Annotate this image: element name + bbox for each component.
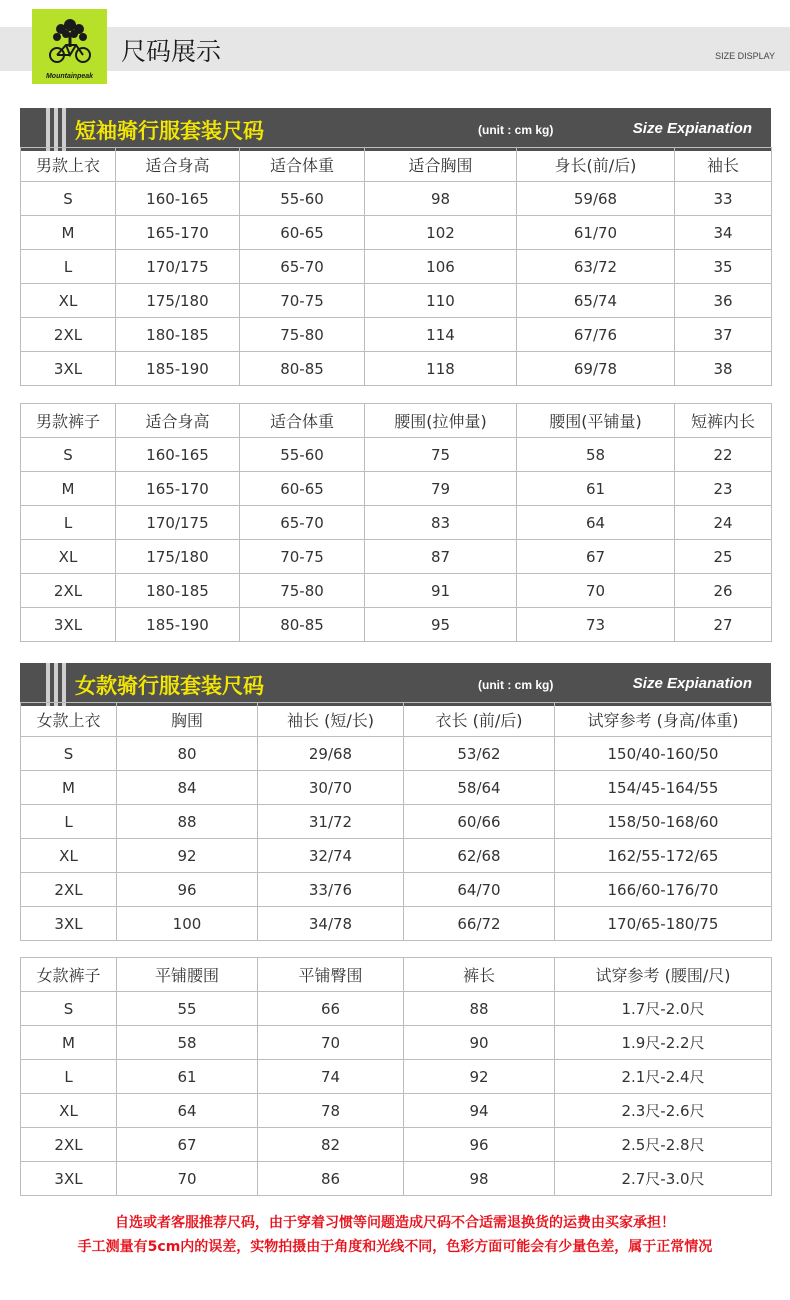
decor-bar bbox=[54, 108, 58, 151]
table-cell: 25 bbox=[675, 540, 772, 574]
table-row bbox=[21, 1162, 772, 1196]
table-cell: 96 bbox=[117, 873, 258, 907]
header-cell: 适合体重 bbox=[240, 404, 365, 438]
table-cell: 185-190 bbox=[116, 352, 240, 386]
table-cell: 67 bbox=[117, 1128, 258, 1162]
women-shorts-table bbox=[20, 957, 772, 1196]
section-header-men bbox=[20, 108, 771, 151]
table-cell: 170/175 bbox=[116, 250, 240, 284]
table-cell: 160-165 bbox=[116, 438, 240, 472]
table-cell: 67/76 bbox=[517, 318, 675, 352]
men-shorts-table bbox=[20, 403, 772, 642]
footer-note: 手工测量有5cm内的误差，实物拍摄由于角度和光线不同，色彩方面可能会有少量色差，属于正常情况 bbox=[77, 1239, 713, 1255]
size-cell: S bbox=[21, 438, 116, 472]
table-cell: 70 bbox=[258, 1026, 404, 1060]
size-cell: 3XL bbox=[21, 907, 117, 941]
table-row bbox=[21, 182, 772, 216]
header-cell: 适合胸围 bbox=[365, 148, 517, 182]
table-row bbox=[21, 608, 772, 642]
table-cell: 102 bbox=[365, 216, 517, 250]
size-cell: S bbox=[21, 992, 117, 1026]
table-cell: 61 bbox=[117, 1060, 258, 1094]
table-cell: 1.9尺-2.2尺 bbox=[555, 1026, 772, 1060]
size-cell: XL bbox=[21, 839, 117, 873]
table-cell: 38 bbox=[675, 352, 772, 386]
table-cell: 61/70 bbox=[517, 216, 675, 250]
table-cell: 92 bbox=[404, 1060, 555, 1094]
section-unit: (unit : cm kg) bbox=[478, 123, 554, 137]
table-cell: 92 bbox=[117, 839, 258, 873]
section-header-women bbox=[20, 663, 771, 706]
table-cell: 80-85 bbox=[240, 352, 365, 386]
table-row bbox=[21, 1128, 772, 1162]
header-cell: 适合体重 bbox=[240, 148, 365, 182]
table-cell: 90 bbox=[404, 1026, 555, 1060]
size-cell: 2XL bbox=[21, 318, 116, 352]
table-row bbox=[21, 472, 772, 506]
table-cell: 106 bbox=[365, 250, 517, 284]
table-cell: 61 bbox=[517, 472, 675, 506]
section-title: 女款骑行服套装尺码 bbox=[75, 674, 264, 698]
table-header-row bbox=[21, 703, 772, 737]
men-top-table bbox=[20, 147, 772, 386]
table-cell: 100 bbox=[117, 907, 258, 941]
table-cell: 64 bbox=[517, 506, 675, 540]
size-cell: L bbox=[21, 1060, 117, 1094]
table-cell: 32/74 bbox=[258, 839, 404, 873]
table-cell: 165-170 bbox=[116, 472, 240, 506]
table-cell: 55-60 bbox=[240, 438, 365, 472]
table-cell: 185-190 bbox=[116, 608, 240, 642]
header-cell: 试穿参考 (腰围/尺) bbox=[555, 958, 772, 992]
table-cell: 79 bbox=[365, 472, 517, 506]
size-cell: XL bbox=[21, 540, 116, 574]
table-row bbox=[21, 352, 772, 386]
table-cell: 33 bbox=[675, 182, 772, 216]
table-cell: 34/78 bbox=[258, 907, 404, 941]
table-row bbox=[21, 1060, 772, 1094]
table-cell: 60/66 bbox=[404, 805, 555, 839]
table-cell: 162/55-172/65 bbox=[555, 839, 772, 873]
header-cell: 腰围(拉伸量) bbox=[365, 404, 517, 438]
table-row bbox=[21, 873, 772, 907]
page-subtitle: SIZE DISPLAY bbox=[715, 51, 775, 61]
table-cell: 2.3尺-2.6尺 bbox=[555, 1094, 772, 1128]
table-cell: 96 bbox=[404, 1128, 555, 1162]
decor-bar bbox=[54, 663, 58, 706]
table-cell: 35 bbox=[675, 250, 772, 284]
size-cell: XL bbox=[21, 284, 116, 318]
header-cell: 腰围(平铺量) bbox=[517, 404, 675, 438]
header-cell: 衣长 (前/后) bbox=[404, 703, 555, 737]
size-cell: M bbox=[21, 771, 117, 805]
table-cell: 83 bbox=[365, 506, 517, 540]
table-cell: 88 bbox=[404, 992, 555, 1026]
size-cell: M bbox=[21, 216, 116, 250]
table-cell: 66/72 bbox=[404, 907, 555, 941]
header-band bbox=[0, 27, 790, 71]
table-cell: 165-170 bbox=[116, 216, 240, 250]
table-cell: 58 bbox=[117, 1026, 258, 1060]
size-cell: 3XL bbox=[21, 352, 116, 386]
table-cell: 60-65 bbox=[240, 472, 365, 506]
section-explanation: Size Expianation bbox=[632, 675, 752, 692]
table-cell: 60-65 bbox=[240, 216, 365, 250]
table-cell: 175/180 bbox=[116, 540, 240, 574]
table-row bbox=[21, 907, 772, 941]
size-cell: 3XL bbox=[21, 608, 116, 642]
table-cell: 98 bbox=[365, 182, 517, 216]
brand-logo bbox=[32, 9, 107, 84]
table-cell: 31/72 bbox=[258, 805, 404, 839]
table-cell: 53/62 bbox=[404, 737, 555, 771]
table-cell: 65-70 bbox=[240, 506, 365, 540]
header-cell: 适合身高 bbox=[116, 404, 240, 438]
table-cell: 86 bbox=[258, 1162, 404, 1196]
table-row bbox=[21, 771, 772, 805]
size-cell: 2XL bbox=[21, 873, 117, 907]
header-cell: 适合身高 bbox=[116, 148, 240, 182]
header-cell: 平铺臀围 bbox=[258, 958, 404, 992]
table-cell: 64 bbox=[117, 1094, 258, 1128]
table-cell: 2.7尺-3.0尺 bbox=[555, 1162, 772, 1196]
size-cell: L bbox=[21, 805, 117, 839]
table-cell: 75-80 bbox=[240, 318, 365, 352]
table-cell: 23 bbox=[675, 472, 772, 506]
table-cell: 180-185 bbox=[116, 318, 240, 352]
section-title: 短袖骑行服套装尺码 bbox=[75, 119, 264, 143]
table-cell: 82 bbox=[258, 1128, 404, 1162]
table-cell: 58 bbox=[517, 438, 675, 472]
table-cell: 154/45-164/55 bbox=[555, 771, 772, 805]
table-cell: 94 bbox=[404, 1094, 555, 1128]
table-cell: 87 bbox=[365, 540, 517, 574]
table-cell: 70-75 bbox=[240, 540, 365, 574]
table-cell: 55-60 bbox=[240, 182, 365, 216]
table-cell: 78 bbox=[258, 1094, 404, 1128]
table-cell: 118 bbox=[365, 352, 517, 386]
table-header-row bbox=[21, 404, 772, 438]
size-cell: 3XL bbox=[21, 1162, 117, 1196]
tree-bicycle-logo-icon bbox=[46, 15, 94, 67]
table-cell: 63/72 bbox=[517, 250, 675, 284]
table-cell: 160-165 bbox=[116, 182, 240, 216]
header-cell: 试穿参考 (身高/体重) bbox=[555, 703, 772, 737]
table-cell: 65/74 bbox=[517, 284, 675, 318]
header-cell: 平铺腰围 bbox=[117, 958, 258, 992]
table-cell: 24 bbox=[675, 506, 772, 540]
table-cell: 2.1尺-2.4尺 bbox=[555, 1060, 772, 1094]
table-cell: 55 bbox=[117, 992, 258, 1026]
table-cell: 26 bbox=[675, 574, 772, 608]
table-header-row bbox=[21, 148, 772, 182]
table-cell: 29/68 bbox=[258, 737, 404, 771]
header-cell: 女款裤子 bbox=[21, 958, 117, 992]
table-cell: 91 bbox=[365, 574, 517, 608]
table-cell: 75 bbox=[365, 438, 517, 472]
table-cell: 65-70 bbox=[240, 250, 365, 284]
table-cell: 22 bbox=[675, 438, 772, 472]
women-top-table bbox=[20, 702, 772, 941]
header-cell: 袖长 bbox=[675, 148, 772, 182]
table-row bbox=[21, 737, 772, 771]
decor-bar bbox=[46, 108, 50, 151]
table-cell: 150/40-160/50 bbox=[555, 737, 772, 771]
table-cell: 170/175 bbox=[116, 506, 240, 540]
table-row bbox=[21, 506, 772, 540]
table-cell: 66 bbox=[258, 992, 404, 1026]
page-title: 尺码展示 bbox=[121, 37, 222, 66]
header-cell: 男款裤子 bbox=[21, 404, 116, 438]
table-cell: 74 bbox=[258, 1060, 404, 1094]
size-cell: XL bbox=[21, 1094, 117, 1128]
table-cell: 34 bbox=[675, 216, 772, 250]
table-cell: 80 bbox=[117, 737, 258, 771]
table-cell: 70 bbox=[117, 1162, 258, 1196]
table-row bbox=[21, 318, 772, 352]
table-cell: 37 bbox=[675, 318, 772, 352]
table-cell: 114 bbox=[365, 318, 517, 352]
table-cell: 158/50-168/60 bbox=[555, 805, 772, 839]
table-cell: 30/70 bbox=[258, 771, 404, 805]
table-cell: 58/64 bbox=[404, 771, 555, 805]
table-cell: 1.7尺-2.0尺 bbox=[555, 992, 772, 1026]
header-cell: 女款上衣 bbox=[21, 703, 117, 737]
table-row bbox=[21, 992, 772, 1026]
footer-note: 自选或者客服推荐尺码，由于穿着习惯等问题造成尺码不合适需退换货的运费由买家承担！ bbox=[115, 1215, 675, 1231]
decor-bar bbox=[62, 663, 66, 706]
table-cell: 67 bbox=[517, 540, 675, 574]
table-row bbox=[21, 284, 772, 318]
table-cell: 80-85 bbox=[240, 608, 365, 642]
table-cell: 88 bbox=[117, 805, 258, 839]
table-cell: 2.5尺-2.8尺 bbox=[555, 1128, 772, 1162]
size-cell: 2XL bbox=[21, 574, 116, 608]
header-cell: 男款上衣 bbox=[21, 148, 116, 182]
size-cell: 2XL bbox=[21, 1128, 117, 1162]
table-cell: 84 bbox=[117, 771, 258, 805]
table-cell: 27 bbox=[675, 608, 772, 642]
header-cell: 身长(前/后) bbox=[517, 148, 675, 182]
table-row bbox=[21, 250, 772, 284]
header-cell: 袖长 (短/长) bbox=[258, 703, 404, 737]
table-cell: 62/68 bbox=[404, 839, 555, 873]
table-row bbox=[21, 216, 772, 250]
table-cell: 98 bbox=[404, 1162, 555, 1196]
table-cell: 70-75 bbox=[240, 284, 365, 318]
header-cell: 裤长 bbox=[404, 958, 555, 992]
table-cell: 69/78 bbox=[517, 352, 675, 386]
table-cell: 70 bbox=[517, 574, 675, 608]
table-row bbox=[21, 1026, 772, 1060]
table-cell: 170/65-180/75 bbox=[555, 907, 772, 941]
size-cell: M bbox=[21, 472, 116, 506]
size-cell: L bbox=[21, 250, 116, 284]
table-cell: 95 bbox=[365, 608, 517, 642]
table-row bbox=[21, 438, 772, 472]
table-row bbox=[21, 839, 772, 873]
table-row bbox=[21, 805, 772, 839]
table-cell: 59/68 bbox=[517, 182, 675, 216]
table-cell: 64/70 bbox=[404, 873, 555, 907]
section-unit: (unit : cm kg) bbox=[478, 678, 554, 692]
table-cell: 36 bbox=[675, 284, 772, 318]
table-cell: 166/60-176/70 bbox=[555, 873, 772, 907]
decor-bar bbox=[46, 663, 50, 706]
table-cell: 180-185 bbox=[116, 574, 240, 608]
header-cell: 短裤内长 bbox=[675, 404, 772, 438]
table-row bbox=[21, 574, 772, 608]
logo-text: Mountainpeak bbox=[45, 73, 94, 80]
header-cell: 胸围 bbox=[117, 703, 258, 737]
table-cell: 75-80 bbox=[240, 574, 365, 608]
table-cell: 175/180 bbox=[116, 284, 240, 318]
section-explanation: Size Expianation bbox=[632, 120, 752, 137]
size-cell: S bbox=[21, 737, 117, 771]
size-cell: L bbox=[21, 506, 116, 540]
table-header-row bbox=[21, 958, 772, 992]
table-cell: 73 bbox=[517, 608, 675, 642]
table-row bbox=[21, 540, 772, 574]
table-cell: 110 bbox=[365, 284, 517, 318]
decor-bar bbox=[62, 108, 66, 151]
size-cell: M bbox=[21, 1026, 117, 1060]
table-row bbox=[21, 1094, 772, 1128]
size-cell: S bbox=[21, 182, 116, 216]
table-cell: 33/76 bbox=[258, 873, 404, 907]
